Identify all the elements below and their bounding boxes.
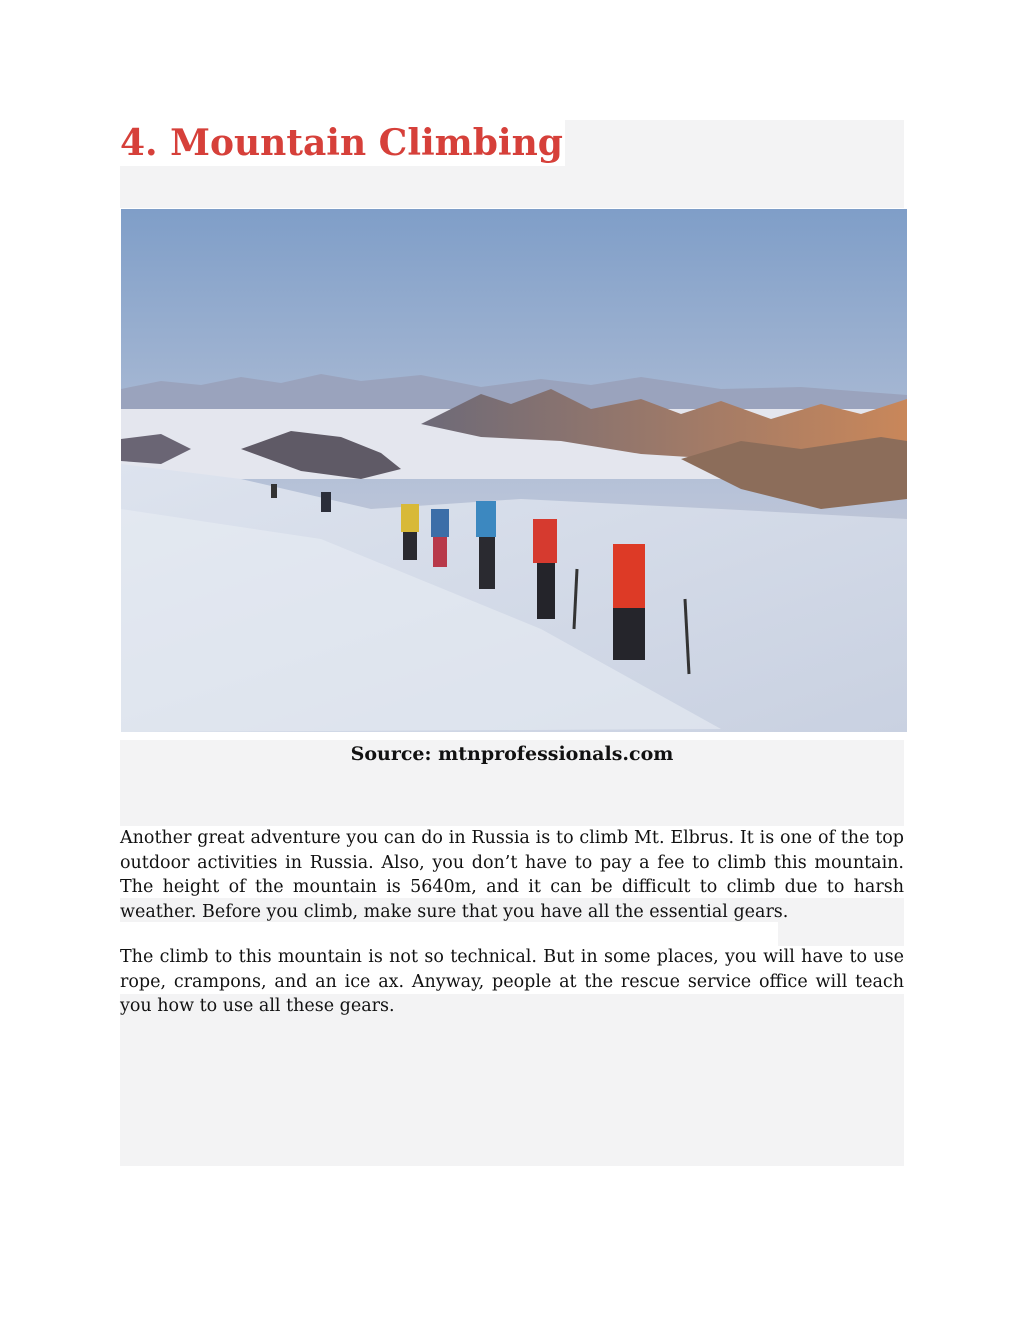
image-source-caption: Source: mtnprofessionals.com xyxy=(350,743,674,765)
paragraph-1: Another great adventure you can do in Russia is to climb Mt. Elbrus. It is one of the top outdoor activities in Russia. Also, you don’t have to pay a fee to climb this mountain. The height of the mountain is 5640m, and it can be difficult to climb due to harsh weather. Before you climb, make sure that you have all the essential gears. xyxy=(120,828,904,922)
page-title: 4. Mountain Climbing xyxy=(120,122,563,164)
paragraph-gap xyxy=(120,922,778,946)
mountain-climbers-photo xyxy=(121,209,907,732)
paragraph-2: The climb to this mountain is not so technical. But in some places, you will have to use rope, crampons, and an ice ax. Anyway, people at the rescue service office will teach you how to use all these gears. xyxy=(120,947,904,1016)
